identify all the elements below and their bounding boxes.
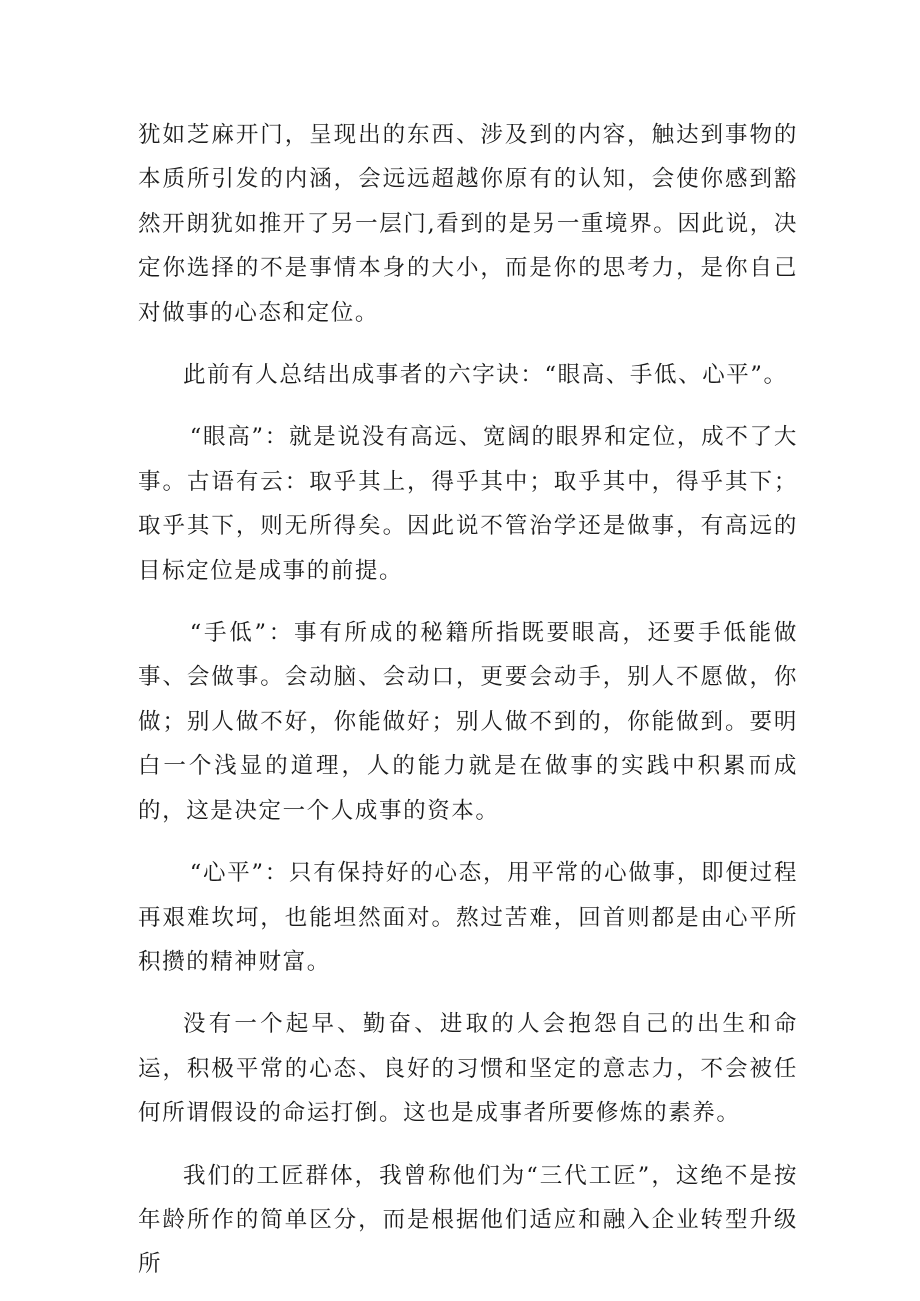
paragraph-7: 我们的工匠群体，我曾称他们为“三代工匠”，这绝不是按年龄所作的简单区分，而是根据他们适应和融入企业转型升级所 xyxy=(138,1162,798,1278)
paragraph-6: 没有一个起早、勤奋、进取的人会抱怨自己的出生和命运，积极平常的心态、良好的习惯和坚定的意志力，不会被任何所谓假设的命运打倒。这也是成事者所要修炼的素养。 xyxy=(138,1011,798,1127)
paragraph-4: “手低”：事有所成的秘籍所指既要眼高，还要手低能做事、会做事。会动脑、会动口，更要会动手，别人不愿做，你做；别人做不好，你能做好；别人做不到的，你能做到。要明白一个浅显的道理，人的能力就是在做事的实践中积累而成的，这是决定一个人成事的资本。 xyxy=(138,620,798,824)
paragraph-3: “眼高”：就是说没有高远、宽阔的眼界和定位，成不了大事。古语有云：取乎其上，得乎其中；取乎其中，得乎其下；取乎其下，则无所得矣。因此说不管治学还是做事，有高远的目标定位是成事的前提。 xyxy=(138,424,798,584)
paragraph-5: “心平”：只有保持好的心态，用平常的心做事，即便过程再艰难坎坷，也能坦然面对。熬过苦难，回首则都是由心平所积攒的精神财富。 xyxy=(138,860,798,975)
paragraph-1: 犹如芝麻开门，呈现出的东西、涉及到的内容，触达到事物的本质所引发的内涵，会远远超越你原有的认知，会使你感到豁然开朗犹如推开了另一层门,看到的是另一重境界。因此说，决定你选择的不是事情本身的大小，而是你的思考力，是你自己对做事的心态和定位。 xyxy=(138,122,798,326)
document-body xyxy=(138,113,798,1297)
paragraph-2: 此前有人总结出成事者的六字诀：“眼高、手低、心平”。 xyxy=(183,362,788,389)
